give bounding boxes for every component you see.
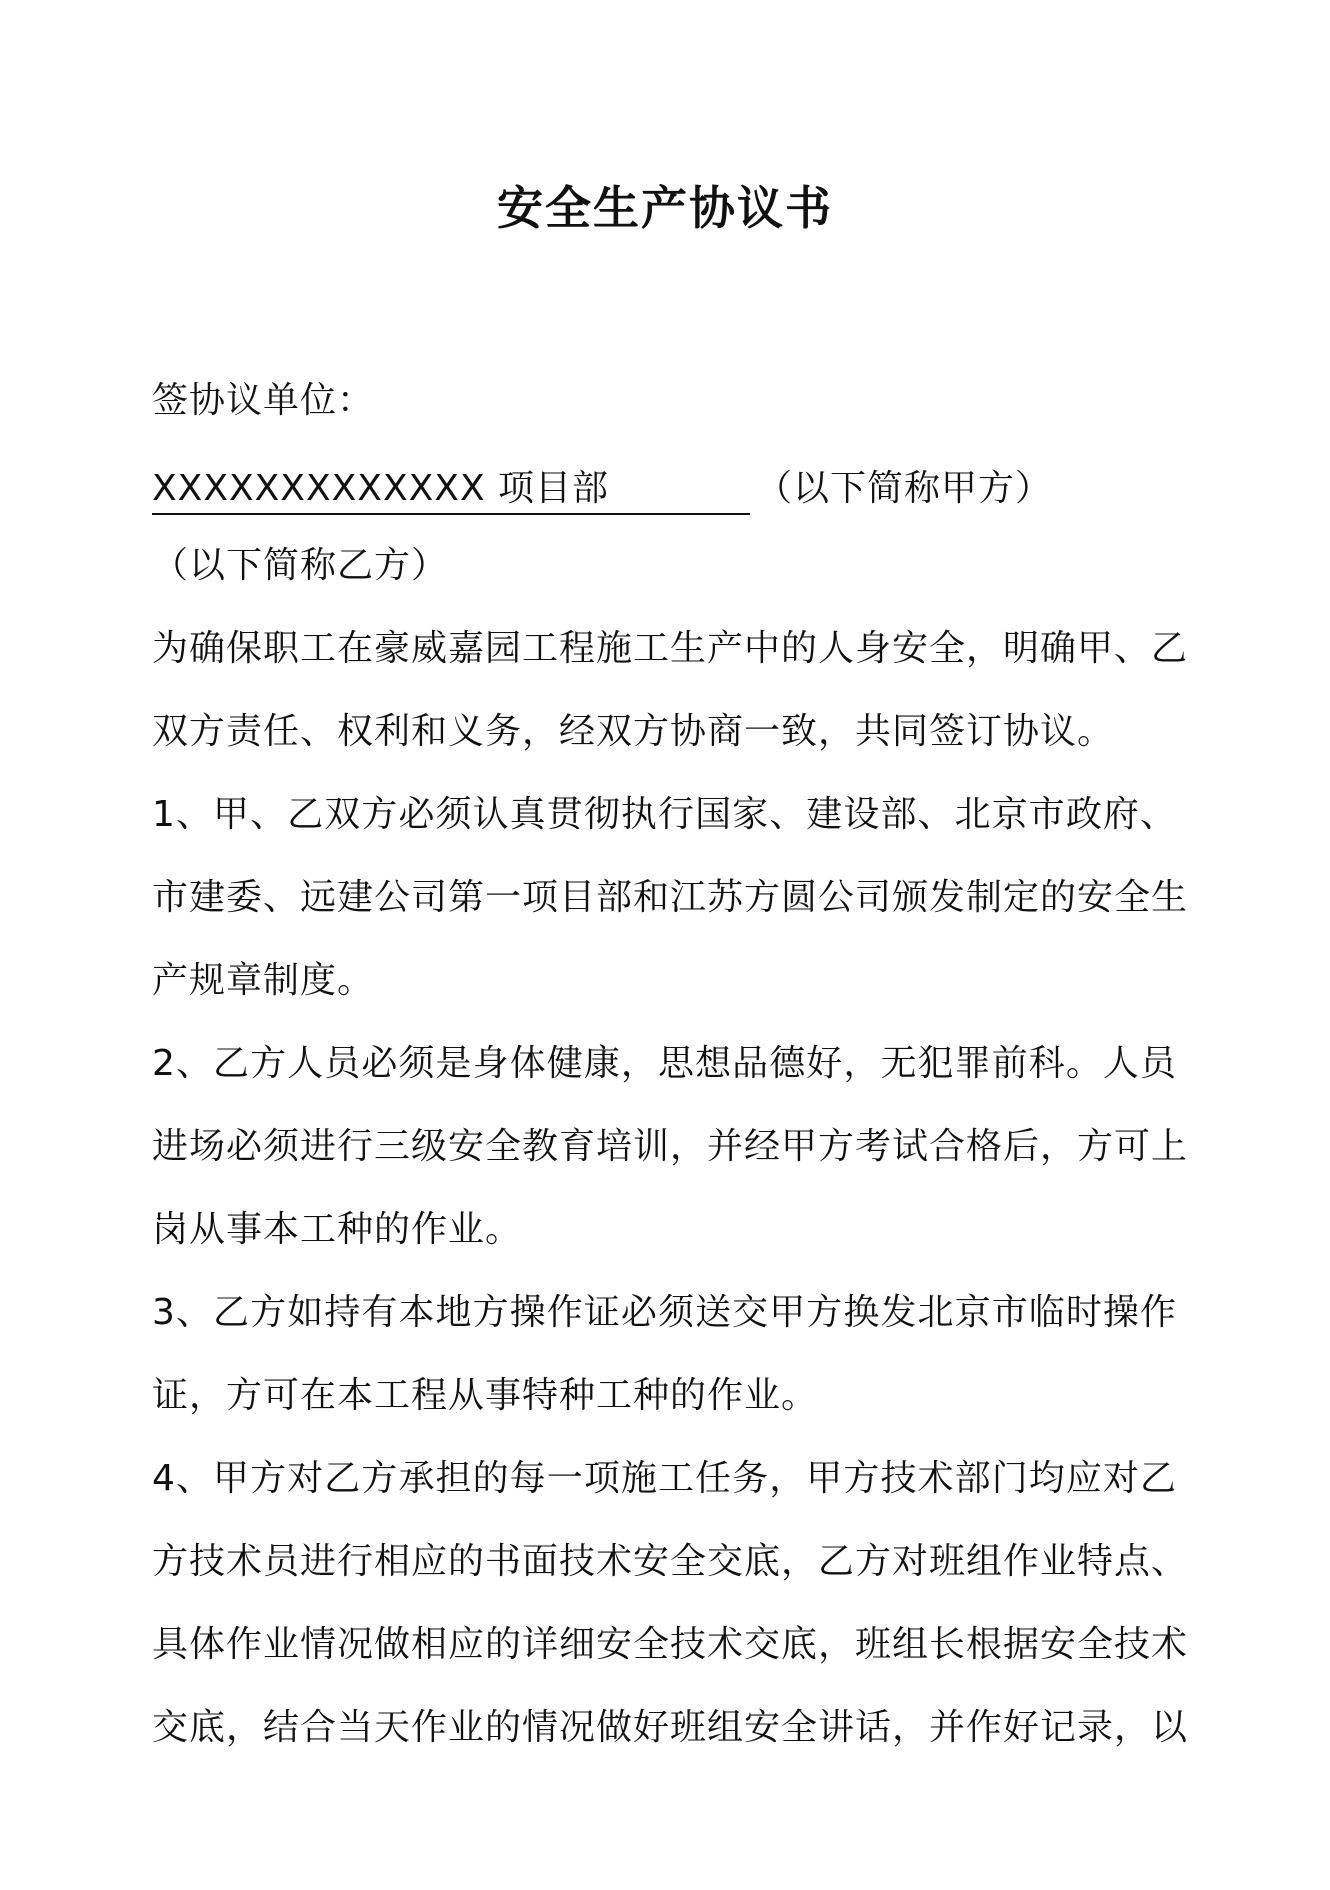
body-line: 进场必须进行三级安全教育培训，并经甲方考试合格后，方可上 [152,1126,1189,1167]
signing-label: 签协议单位： [152,380,375,421]
document-title: 安全生产协议书 [497,181,833,235]
body-line: 交底，结合当天作业的情况做好班组安全讲话，并作好记录，以 [152,1707,1189,1748]
body-line: 市建委、远建公司第一项目部和江苏方圆公司颁发制定的安全生 [152,877,1189,918]
body-line: 产规章制度。 [152,960,375,1001]
body-line: 为确保职工在豪威嘉园工程施工生产中的人身安全，明确甲、乙 [152,628,1189,669]
body-line: 3、乙方如持有本地方操作证必须送交甲方换发北京市临时操作 [152,1292,1177,1333]
body-line: 岗从事本工种的作业。 [152,1209,523,1250]
party-a-name: XXXXXXXXXXXXX 项目部 [152,460,750,515]
body-line: 具体作业情况做相应的详细安全技术交底，班组长根据安全技术 [152,1624,1189,1665]
body-line: 方技术员进行相应的书面技术安全交底，乙方对班组作业特点、 [152,1541,1189,1582]
party-a-suffix: （以下简称甲方） [756,468,1053,509]
party-b-line: （以下简称乙方） [152,545,449,586]
body-line: 证，方可在本工程从事特种工种的作业。 [152,1375,819,1416]
body-line: 4、甲方对乙方承担的每一项施工任务，甲方技术部门均应对乙 [152,1458,1177,1499]
body-line: 2、乙方人员必须是身体健康，思想品德好，无犯罪前科。人员 [152,1043,1177,1084]
body-line: 1、甲、乙双方必须认真贯彻执行国家、建设部、北京市政府、 [152,794,1177,835]
party-a-line [152,460,1052,515]
body-line: 双方责任、权利和义务，经双方协商一致，共同签订协议。 [152,711,1115,752]
